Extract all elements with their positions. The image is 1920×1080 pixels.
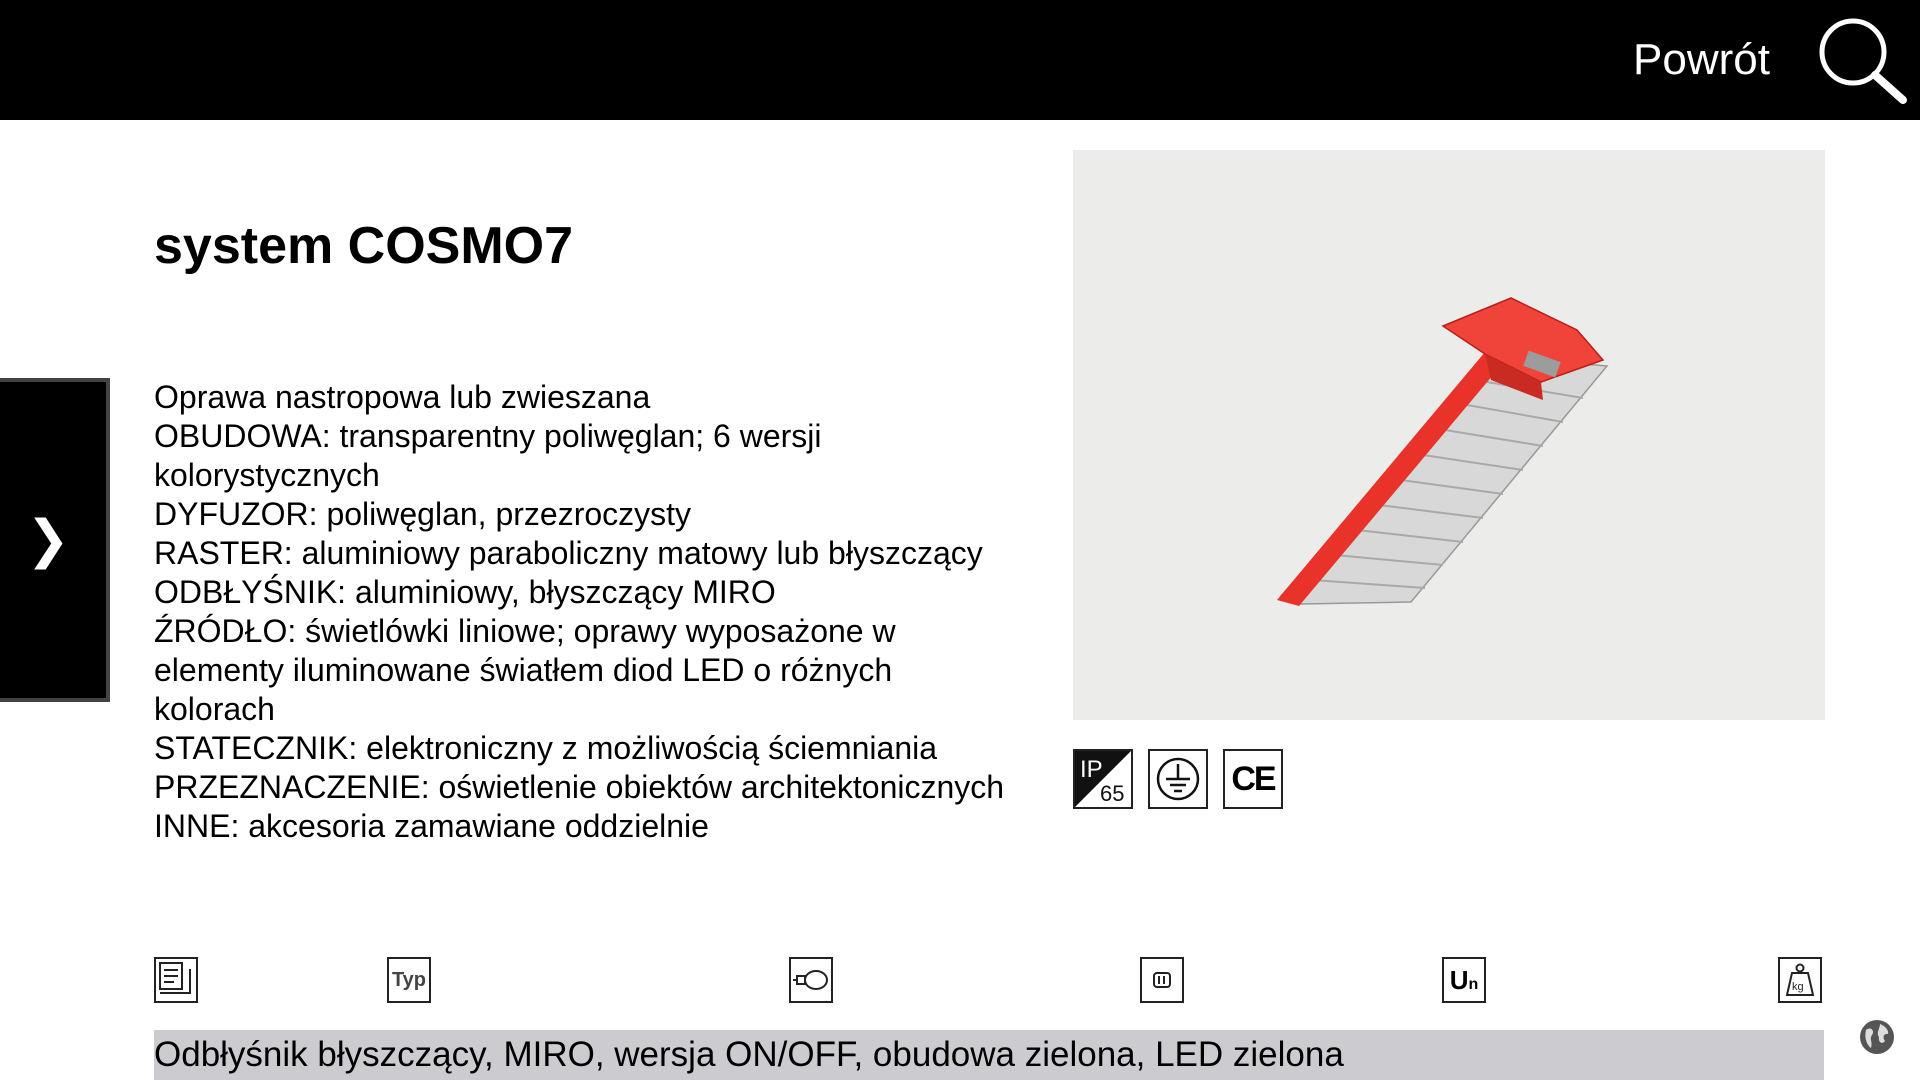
voltage-column-button[interactable] xyxy=(1442,957,1486,1003)
ce-mark-badge xyxy=(1223,749,1283,809)
weight-column-button[interactable] xyxy=(1778,957,1822,1003)
ip-prefix: IP xyxy=(1080,756,1103,783)
ip-rating-value: 65 xyxy=(1100,781,1125,806)
back-button[interactable]: Powrót xyxy=(1633,35,1770,84)
description-line: DYFUZOR: poliwęglan, przezroczysty xyxy=(154,496,692,532)
description-line: kolorystycznych xyxy=(154,457,380,493)
voltage-subscript: n xyxy=(1468,976,1479,993)
description-line: ŹRÓDŁO: świetlówki liniowe; oprawy wyposażone w xyxy=(154,613,896,649)
spec-column-icons xyxy=(154,957,1824,1007)
ip-rating-badge xyxy=(1073,749,1133,809)
protective-earth-icon xyxy=(1150,751,1206,807)
voltage-icon xyxy=(1444,959,1484,1001)
ballast-icon xyxy=(1142,959,1182,1001)
variant-row[interactable]: Odbłyśnik błyszczący, MIRO, wersja ON/OFF, obudowa zielona, LED zielona xyxy=(154,1030,1824,1080)
code-column-button[interactable] xyxy=(154,957,198,1003)
description-line: elementy iluminowane światłem diod LED o różnych xyxy=(154,652,893,688)
product-photo xyxy=(1073,150,1825,720)
page-title: system COSMO7 xyxy=(154,217,574,275)
voltage-symbol: U xyxy=(1449,965,1469,995)
type-icon: Typ xyxy=(391,969,427,991)
protective-earth-badge xyxy=(1148,749,1208,809)
language-button[interactable] xyxy=(1858,1018,1896,1056)
ce-mark: CE xyxy=(1231,760,1275,798)
lamp-icon xyxy=(791,959,831,1001)
chevron-right-icon: ❯ xyxy=(26,511,70,569)
globe-icon xyxy=(1858,1018,1896,1056)
search-button[interactable] xyxy=(1815,14,1911,106)
top-bar xyxy=(0,0,1920,120)
code-icon xyxy=(156,959,196,1001)
next-product-tab[interactable] xyxy=(0,378,110,702)
description-line: INNE: akcesoria zamawiane oddzielnie xyxy=(154,808,709,844)
description-line: ODBŁYŚNIK: aluminiowy, błyszczący MIRO xyxy=(154,574,776,610)
description-line: OBUDOWA: transparentny poliwęglan; 6 wersji xyxy=(154,418,822,454)
lamp-column-button[interactable] xyxy=(789,957,833,1003)
weight-icon xyxy=(1780,959,1820,1001)
description-line: Oprawa nastropowa lub zwieszana xyxy=(154,379,651,415)
ballast-column-button[interactable] xyxy=(1140,957,1184,1003)
description-line: PRZEZNACZENIE: oświetlenie obiektów architektonicznych xyxy=(154,769,1005,805)
product-description xyxy=(154,378,1034,846)
type-column-button[interactable] xyxy=(387,957,431,1003)
description-line: STATECZNIK: elektroniczny z możliwością ściemniania xyxy=(154,730,938,766)
description-line: RASTER: aluminiowy paraboliczny matowy lub błyszczący xyxy=(154,535,983,571)
search-icon xyxy=(1815,14,1911,106)
luminaire-illustration xyxy=(1073,150,1825,720)
description-line: kolorach xyxy=(154,691,275,727)
weight-unit: kg xyxy=(1792,981,1804,993)
